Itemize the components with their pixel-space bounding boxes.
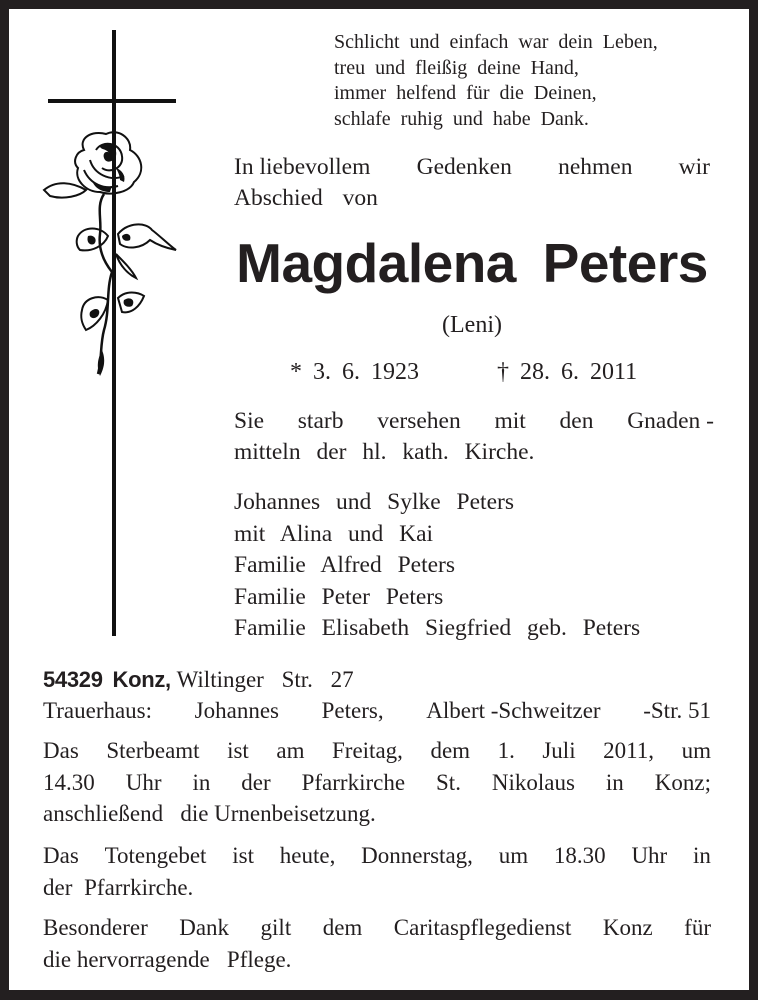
word: in [693, 843, 711, 868]
word: 1. [497, 738, 515, 763]
death-date: † 28. 6. 2011 [497, 359, 638, 385]
thanks-line-2: die hervorragende Pflege. [43, 946, 292, 972]
requiem-notice [43, 735, 711, 830]
address-city: 54329 Konz, [43, 667, 171, 692]
word: in [605, 769, 624, 795]
word: Pfarrkirche [301, 769, 406, 795]
intro-line-2: Abschied von [234, 185, 378, 211]
mourning-house-word: Albert -Schweitzer [426, 698, 601, 723]
word: 18.30 [553, 843, 606, 868]
mourner: Familie Peter Peters [234, 583, 444, 610]
mourner: Familie Alfred Peters [234, 552, 456, 578]
word: dem [322, 915, 363, 940]
word: Caritaspflegedienst [393, 915, 572, 940]
poem-line: schlafe ruhig und habe Dank. [334, 107, 589, 130]
address-street: Wiltinger Str. 27 [176, 667, 354, 692]
intro-word: nehmen [558, 154, 633, 180]
word: um [498, 843, 529, 868]
word: um [681, 738, 711, 763]
word: Das [43, 738, 79, 763]
word: ist [232, 843, 254, 868]
deceased-name: Magdalena Peters [236, 232, 708, 294]
word: Juli [542, 738, 576, 763]
word: 2011, [603, 738, 655, 763]
word: für [684, 915, 711, 940]
mourner: Familie Elisabeth Siegfried geb. Peters [234, 615, 641, 641]
faith-word: den [559, 408, 594, 434]
word: Uhr [631, 843, 668, 868]
prayer-line-2: der Pfarrkirche. [43, 874, 194, 900]
poem [334, 30, 658, 132]
mourner: mit Alina und Kai [234, 520, 434, 547]
faith-word: starb [297, 408, 344, 434]
requiem-line-3: anschließend die Urnenbeisetzung. [43, 801, 376, 826]
faith-word: Gnaden - [627, 408, 714, 434]
word: heute, [279, 843, 336, 868]
word: ist [227, 738, 249, 763]
word: Freitag, [332, 738, 403, 763]
mourning-house-label: Trauerhaus: [43, 698, 153, 723]
word: Konz [602, 915, 653, 940]
faith-line-2: mitteln der hl. kath. Kirche. [234, 439, 535, 465]
word: Uhr [125, 769, 162, 795]
address [43, 664, 354, 695]
intro-word: wir [678, 154, 710, 180]
mourning-house [43, 695, 711, 726]
birth-date: * 3. 6. 1923 [290, 359, 419, 385]
word: Dank [179, 915, 230, 940]
word: Totengebet [104, 843, 207, 868]
word: Sterbeamt [106, 738, 200, 763]
word: St. [436, 769, 461, 795]
faith-word: mit [494, 408, 526, 434]
word: Besonderer [43, 915, 148, 940]
word: am [276, 738, 305, 763]
life-dates [290, 357, 637, 387]
poem-line: immer helfend für die Deinen, [334, 82, 597, 104]
word: in [192, 769, 211, 795]
intro-word: Gedenken [416, 154, 512, 180]
word: dem [430, 738, 471, 763]
word: 14.30 [43, 769, 95, 795]
word: der [241, 769, 271, 795]
word: Das [43, 843, 79, 868]
word: Nikolaus [491, 769, 575, 795]
deceased-nickname: (Leni) [442, 312, 502, 338]
mourning-house-word: Johannes [194, 698, 279, 723]
faith-word: versehen [377, 408, 461, 434]
prayer-notice [43, 840, 711, 903]
mourners-list [234, 487, 640, 645]
intro-text [234, 152, 710, 214]
word: gilt [260, 915, 292, 940]
thanks-notice [43, 912, 711, 975]
faith-statement [234, 406, 714, 468]
mourner: Johannes und Sylke Peters [234, 489, 514, 515]
mourning-house-word: -Str. 51 [643, 698, 711, 723]
poem-line: treu und fleißig deine Hand, [334, 56, 579, 79]
word: Donnerstag, [361, 843, 473, 868]
poem-line: Schlicht und einfach war dein Leben, [334, 31, 658, 53]
intro-word: In liebevollem [234, 154, 371, 180]
word: Konz; [654, 769, 711, 795]
faith-word: Sie [234, 408, 265, 434]
cross-with-rose-icon [0, 0, 200, 650]
mourning-house-word: Peters, [321, 698, 384, 723]
